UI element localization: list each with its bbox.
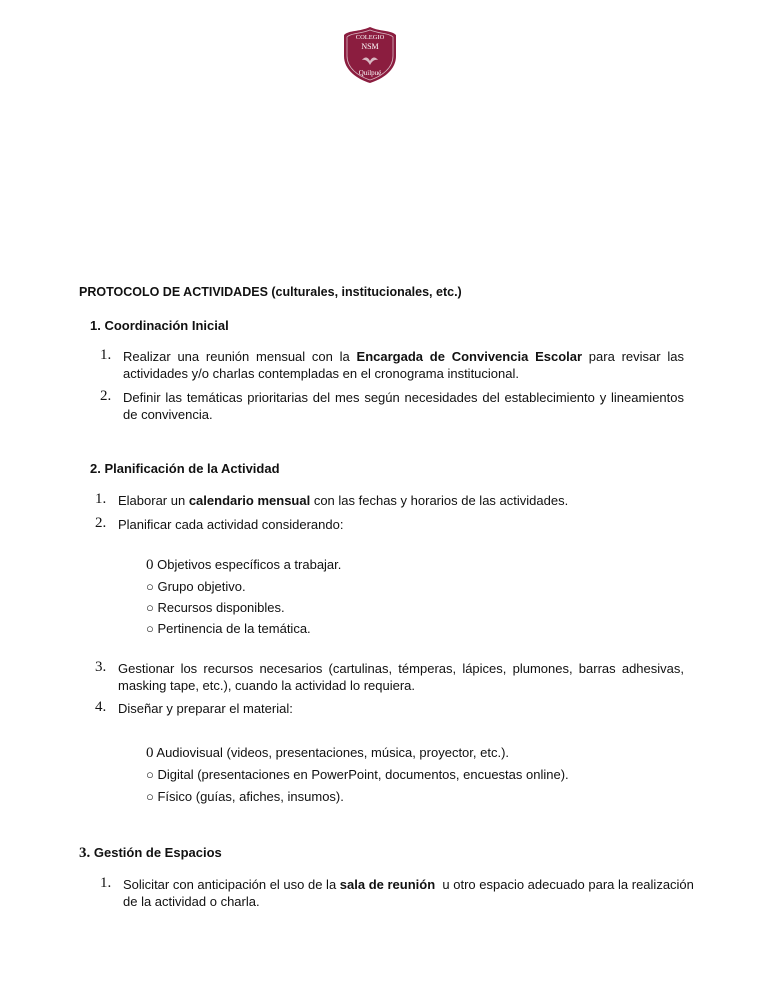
sub-list-item: ○ Recursos disponibles. (146, 600, 285, 615)
list-item-text: Realizar una reunión mensual con la Encargada de Convivencia Escolar para revisar las actividades y/o charlas contempladas en el cronograma institucional. (123, 349, 684, 381)
list-item (95, 700, 684, 717)
list-number: 1. (100, 875, 112, 891)
list-item-text: Diseñar y preparar el material: (118, 701, 293, 716)
list-number: 3. (95, 659, 107, 675)
list-item (95, 516, 684, 533)
school-logo-shield (341, 26, 399, 84)
logo-text-colegio: COLEGIO (355, 34, 385, 41)
list-item-text: Elaborar un calendario mensual con las fechas y horarios de las actividades. (118, 493, 569, 508)
list-item-text: Planificar cada actividad considerando: (118, 517, 344, 532)
logo-text-city: Quilpué (358, 69, 382, 77)
sub-bullet: 0 (146, 745, 154, 761)
list-number: 2. (95, 515, 107, 531)
section-heading-planificacion: 2. Planificación de la Actividad (90, 461, 280, 476)
sub-list-item: 0 Objetivos específicos a trabajar. (146, 557, 342, 573)
sub-list-item: ○ Físico (guías, afiches, insumos). (146, 789, 344, 804)
bold-calendario: calendario mensual (188, 493, 311, 508)
sub-list-item: 0 Audiovisual (videos, presentaciones, música, proyector, etc.). (146, 745, 510, 761)
logo-text-nsm: NSM (361, 42, 379, 51)
list-number: 2. (100, 388, 112, 404)
sub-list-item: ○ Pertinencia de la temática. (146, 621, 311, 636)
document-title: PROTOCOLO DE ACTIVIDADES (culturales, institucionales, etc.) (79, 285, 462, 299)
list-item (95, 492, 684, 509)
list-item (100, 348, 684, 382)
list-item (95, 660, 684, 694)
list-item-text: Definir las temáticas prioritarias del mes según necesidades del establecimiento y lineamientos de convivencia. (123, 390, 684, 422)
bold-sala-reunion: sala de reunión (339, 877, 436, 892)
sub-bullet: 0 (146, 557, 154, 573)
list-item (100, 389, 684, 423)
list-item-text: Solicitar con anticipación el uso de la sala de reunión u otro espacio adecuado para la realización de la actividad o charla. (123, 877, 698, 909)
section-heading-coordinacion: 1. Coordinación Inicial (90, 318, 229, 333)
list-number: 1. (95, 491, 107, 507)
list-number: 1. (100, 347, 112, 363)
list-number: 4. (95, 699, 107, 715)
sub-list-item: ○ Digital (presentaciones en PowerPoint, documentos, encuestas online). (146, 767, 569, 782)
list-item-text: Gestionar los recursos necesarios (cartulinas, témperas, lápices, plumones, barras adhesivas, masking tape, etc.), cuando la actividad lo requiera. (118, 661, 684, 693)
sub-list-item: ○ Grupo objetivo. (146, 579, 246, 594)
section-heading-gestion-espacios: 3. Gestión de Espacios (79, 845, 222, 861)
list-item (100, 876, 698, 910)
bold-encargada: Encargada de Convivencia Escolar (356, 349, 583, 364)
